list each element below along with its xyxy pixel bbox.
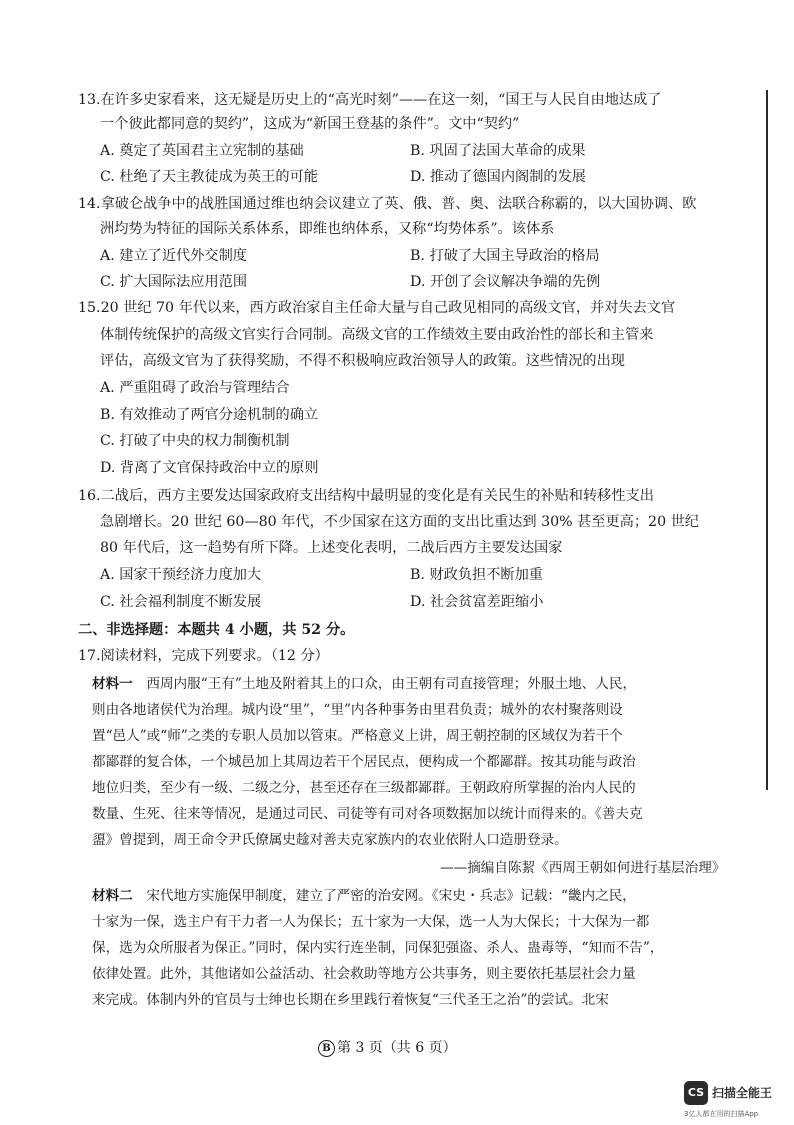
material-two-text: 宋代地方实施保甲制度，建立了严密的治安网。《宋史・兵志》记载：“畿内之民， bbox=[132, 888, 636, 904]
q13-stem-line1: 13.在许多史家看来，这无疑是历史上的“高光时刻”——在这一刻，“国王与人民自由地达成了 bbox=[78, 92, 662, 108]
q15-option-c: C. 打破了中央的权力制衡机制 bbox=[100, 433, 290, 449]
material-two-line5: 来完成。体制内外的官员与士绅也长期在乡里践行着恢复“三代圣王之治”的尝试。北宋 bbox=[92, 992, 609, 1008]
q13-stem-line2: 一个彼此都同意的契约”，这成为“新国王登基的条件”。文中“契约” bbox=[100, 116, 520, 132]
q13-option-d: D. 推动了德国内阁制的发展 bbox=[410, 169, 586, 185]
material-one-line2: 则由各地诸侯代为治理。城内设“里”，“里”内各种事务由里君负责；城外的农村聚落则设 bbox=[92, 702, 623, 718]
q16-option-c: C. 社会福利制度不断发展 bbox=[100, 594, 262, 610]
q14-option-b: B. 打破了大国主导政治的格局 bbox=[410, 248, 600, 264]
material-two-label: 材料二 bbox=[92, 888, 133, 904]
paper-version-badge: B bbox=[318, 1040, 335, 1057]
q15-option-d: D. 背离了文官保持政治中立的原则 bbox=[100, 460, 319, 476]
q14-stem-line2: 洲均势为特征的国际关系体系，即维也纳体系，又称“均势体系”。该体系 bbox=[100, 221, 555, 237]
material-one-label: 材料一 bbox=[92, 676, 133, 692]
q16-stem-line3: 80 年代后，这一趋势有所下降。上述变化表明，二战后西方主要发达国家 bbox=[100, 540, 563, 556]
q16-option-d: D. 社会贫富差距缩小 bbox=[410, 594, 544, 610]
q15-option-b: B. 有效推动了两官分途机制的确立 bbox=[100, 407, 319, 423]
q13-option-c: C. 杜绝了天主教徒成为英王的可能 bbox=[100, 169, 318, 185]
q15-stem-line3: 评估，高级文官为了获得奖励，不得不积极响应政治领导人的政策。这些情况的出现 bbox=[100, 353, 625, 369]
q13-option-b: B. 巩固了法国大革命的成果 bbox=[410, 143, 586, 159]
q13-option-a: A. 奠定了英国君主立宪制的基础 bbox=[100, 143, 304, 159]
material-one-line7: 盨》曾提到，周王命令尹氏僚属史趛对善夫克家族内的农业依附人口造册登录。 bbox=[92, 832, 568, 848]
material-one-source: ——摘编自陈絜《西周王朝如何进行基层治理》 bbox=[440, 860, 726, 876]
q14-stem-line1: 14.拿破仑战争中的战胜国通过维也纳会议建立了英、俄、普、奥、法联合称霸的，以大国协调、欧 bbox=[78, 196, 697, 212]
material-one-line3: 置“邑人”或“师”之类的专职人员加以管束。严格意义上讲，周王朝控制的区域仅为若干个 bbox=[92, 728, 623, 744]
material-two-line2: 十家为一保，选主户有干力者一人为保长；五十家为一大保，选一人为大保长；十大保为一都 bbox=[92, 914, 650, 930]
q14-option-a: A. 建立了近代外交制度 bbox=[100, 248, 247, 264]
q16-stem-line1: 16.二战后，西方主要发达国家政府支出结构中最明显的变化是有关民生的补贴和转移性支出 bbox=[78, 488, 654, 504]
q17-stem: 17.阅读材料，完成下列要求。（12 分） bbox=[78, 648, 329, 664]
scanner-tagline: 3亿人都在用的扫描App bbox=[684, 1110, 759, 1118]
q14-option-d: D. 开创了会议解决争端的先例 bbox=[410, 274, 601, 290]
material-one-text: 西周内服“王有”土地及附着其上的口众，由王朝有司直接管理；外服土地、人民， bbox=[132, 676, 637, 692]
scanner-watermark bbox=[684, 1079, 794, 1125]
camscanner-logo-icon: CS bbox=[684, 1081, 708, 1105]
material-two-line3: 保，选为众所服者为保正。”同时，保内实行连坐制，同保犯强盗、杀人、蛊毒等，“知而不告”， bbox=[92, 940, 664, 956]
q15-stem-line2: 体制传统保护的高级文官实行合同制。高级文官的工作绩效主要由政治性的部长和主管来 bbox=[100, 327, 654, 343]
page-number: 第 3 页（共 6 页） bbox=[337, 1040, 457, 1056]
material-one-line4: 都鄙群的复合体，一个城邑加上其周边若干个居民点，便构成一个都鄙群。按其功能与政治 bbox=[92, 754, 636, 770]
margin-rule bbox=[766, 90, 768, 790]
q16-option-a: A. 国家干预经济力度加大 bbox=[100, 567, 262, 583]
q14-option-c: C. 扩大国际法应用范围 bbox=[100, 274, 248, 290]
scanner-app-name: 扫描全能王 bbox=[712, 1086, 773, 1100]
material-two-line1 bbox=[92, 886, 636, 906]
q15-option-a: A. 严重阻碍了政治与管理结合 bbox=[100, 380, 290, 396]
q15-stem-line1: 15.20 世纪 70 年代以来，西方政治家自主任命大量与自己政见相同的高级文官，并对失去文官 bbox=[78, 300, 676, 316]
page-footer bbox=[318, 1037, 457, 1057]
section-heading: 二、非选择题：本题共 4 小题，共 52 分。 bbox=[78, 622, 355, 638]
material-one-line5: 地位归类，至少有一级、二级之分，甚至还存在三级都鄙群。王朝政府所掌握的治内人民的 bbox=[92, 780, 636, 796]
q16-stem-line2: 急剧增长。20 世纪 60—80 年代，不少国家在这方面的支出比重达到 30% 甚至更高；20 世纪 bbox=[100, 514, 699, 530]
material-one-line1 bbox=[92, 674, 636, 694]
material-one-line6: 数量、生死、往来等情况，是通过司民、司徒等有司对各项数据加以统计而得来的。《善夫克 bbox=[92, 806, 643, 822]
material-two-line4: 依律处置。此外，其他诸如公益活动、社会救助等地方公共事务，则主要依托基层社会力量 bbox=[92, 966, 636, 982]
q16-option-b: B. 财政负担不断加重 bbox=[410, 567, 543, 583]
